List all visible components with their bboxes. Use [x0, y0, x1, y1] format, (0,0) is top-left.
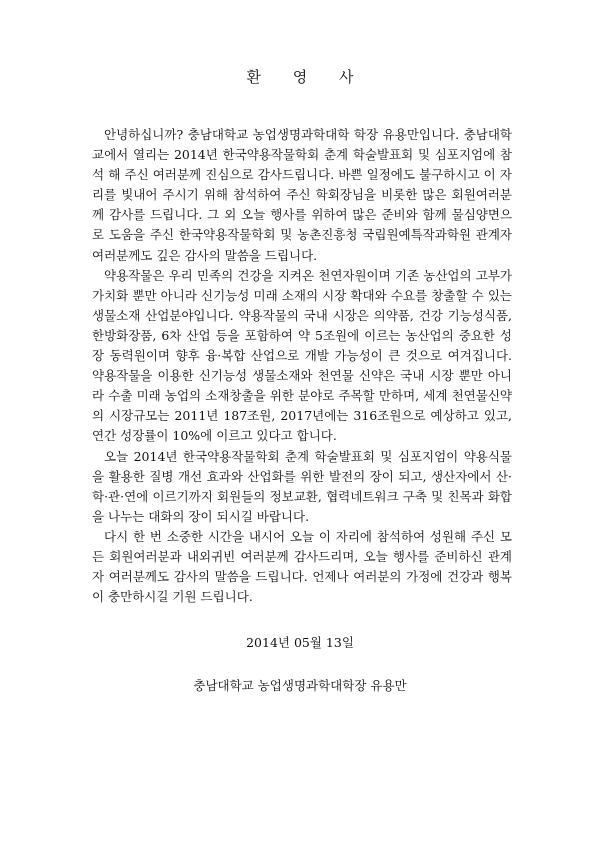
paragraph-medicinal-crops: 약용작물은 우리 민족의 건강을 지켜온 천연자원이며 기존 농산업의 고부가 가치화 뿐만 아니라 신기능성 미래 소재의 시장 확대와 수요를 창출할 수 있는 생물소재 산업분야입니다. 약용작물의 국내 시장은 의약품, 건강 기능성식품, 한방화장품, 6차 산업 등을 포함하여 약 5조원에 이르는 농산업의 중요한 성장 동력원이며 향후 융·복합 산업으로 개발 가능성이 큰 것으로 여겨집니다. 약용작물을 이용한 신기능성 생물소재와 천연물 신약은 국내 시장 뿐만 아니라 수출 미래 농업의 소재창출을 위한 분야로 주목할 만하며, 세계 천연물신약의 시장규모는 2011년 187조원, 2017년에는 316조원으로 예상하고 있고, 연간 성장률이 10%에 이르고 있다고 합니다. — [92, 267, 512, 444]
page-title: 환 영 사 — [246, 68, 367, 86]
document-date: 2014년 05월 13일 — [246, 635, 354, 650]
paragraph-closing: 다시 한 번 소중한 시간을 내시어 오늘 이 자리에 참석하여 성원해 주신 모든 회원여러분과 내외귀빈 여러분께 감사드리며, 오늘 행사를 준비하신 관계자 여러분께도 감사의 말씀을 드립니다. 언제나 여러분의 가정에 건강과 행복이 충만하시길 기원 드립니다. — [92, 528, 512, 605]
paragraph-greeting: 안녕하십니까? 충남대학교 농업생명과학대학 학장 유용만입니다. 충남대학교에서 열리는 2014년 한국약용작물학회 춘계 학술발표회 및 심포지엄에 참석 해 주신 여러분께 진심으로 감사드립니다. 바쁜 일정에도 불구하시고 이 자리를 빛내어 주시기 위해 참석하여 주신 학회장님을 비롯한 많은 회원여러분께 감사를 드립니다. 그 외 오늘 행사를 위하여 많은 준비와 함께 물심양면으로 도움을 주신 한국약용작물학회 및 농촌진흥청 국립원예특작과학원 관계자 여러분께도 깊은 감사의 말씀을 드립니다. — [92, 127, 512, 263]
signature-line: 충남대학교 농업생명과학대학장 유용만 — [193, 678, 407, 693]
welcome-body — [92, 125, 512, 607]
paragraph-symposium-wishes: 오늘 2014년 한국약용작물학회 춘계 학술발표회 및 심포지엄이 약용식물을 활용한 질병 개선 효과와 산업화를 위한 발전의 장이 되고, 생산자에서 산·학·관·연에 이르기까지 회원들의 정보교환, 협력네트워크 구축 및 친목과 화합을 나누는 대화의 장이 되시길 바랍니다. — [92, 448, 512, 524]
